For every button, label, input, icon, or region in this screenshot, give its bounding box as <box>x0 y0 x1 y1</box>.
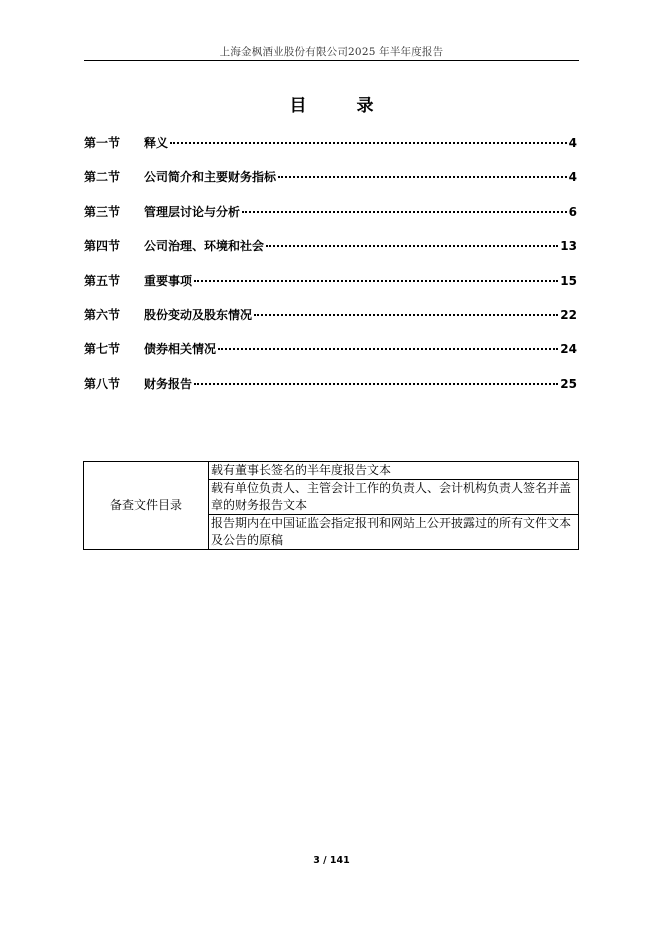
reference-documents-label: 备查文件目录 <box>84 462 209 550</box>
toc-section-name: 债券相关情况 <box>144 342 217 357</box>
toc-entry[interactable] <box>84 168 577 202</box>
running-header: 上海金枫酒业股份有限公司2025 年半年度报告 <box>219 46 444 58</box>
toc-section-number: 第七节 <box>84 342 121 357</box>
reference-document-item: 报告期内在中国证监会指定报刊和网站上公开披露过的所有文件文本及公告的原稿 <box>209 515 579 550</box>
toc-section-number: 第一节 <box>84 136 121 150</box>
toc-page-number: 4 <box>568 170 577 185</box>
toc-page-number: 22 <box>560 307 577 322</box>
toc-entry[interactable] <box>84 306 577 340</box>
toc-dot-leader <box>194 280 558 282</box>
toc-title: 目 录 <box>289 96 396 116</box>
toc-section-number: 第四节 <box>84 239 121 254</box>
toc-section-name: 重要事项 <box>144 273 193 288</box>
reference-document-item: 载有单位负责人、主管会计工作的负责人、会计机构负责人签名并盖章的财务报告文本 <box>209 480 579 515</box>
toc-dot-leader <box>194 383 558 385</box>
toc-page-number: 13 <box>560 239 577 254</box>
toc-section-name: 释义 <box>144 136 169 150</box>
toc-list <box>84 134 577 409</box>
toc-dot-leader <box>254 314 558 316</box>
toc-page-number: 4 <box>568 136 577 150</box>
toc-dot-leader <box>266 245 558 247</box>
toc-entry[interactable] <box>84 203 577 237</box>
reference-document-item: 载有董事长签名的半年度报告文本 <box>209 462 579 480</box>
toc-page-number: 6 <box>568 204 577 219</box>
toc-section-name: 财务报告 <box>144 376 193 391</box>
toc-page-number: 15 <box>560 273 577 288</box>
reference-documents-table <box>83 461 579 550</box>
toc-section-number: 第三节 <box>84 204 121 219</box>
toc-section-number: 第五节 <box>84 273 121 288</box>
header-rule <box>84 60 579 61</box>
toc-entry[interactable] <box>84 272 577 306</box>
toc-entry[interactable] <box>84 340 577 374</box>
toc-page-number: 25 <box>560 376 577 391</box>
toc-entry[interactable] <box>84 237 577 271</box>
page-number-indicator: 3 / 141 <box>313 855 350 866</box>
toc-dot-leader <box>278 176 567 178</box>
toc-dot-leader <box>218 348 558 350</box>
toc-section-number: 第六节 <box>84 307 121 322</box>
toc-section-number: 第二节 <box>84 170 121 185</box>
toc-dot-leader <box>170 142 567 144</box>
toc-dot-leader <box>242 211 567 213</box>
toc-section-name: 管理层讨论与分析 <box>144 204 241 219</box>
toc-entry[interactable] <box>84 375 577 409</box>
toc-section-name: 公司治理、环境和社会 <box>144 239 265 254</box>
toc-section-number: 第八节 <box>84 376 121 391</box>
toc-page-number: 24 <box>560 342 577 357</box>
toc-section-name: 股份变动及股东情况 <box>144 307 253 322</box>
toc-entry[interactable] <box>84 134 577 168</box>
toc-section-name: 公司简介和主要财务指标 <box>144 170 277 185</box>
